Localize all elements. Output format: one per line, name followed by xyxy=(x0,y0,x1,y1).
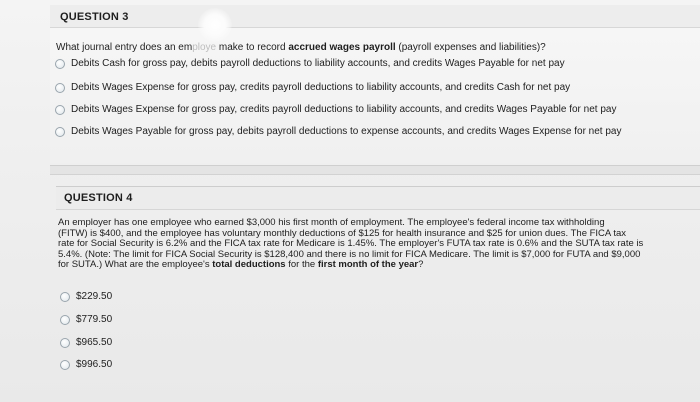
option-label: Debits Wages Expense for gross pay, credits payroll deductions to liability accounts, and credits Cash for net pay xyxy=(71,82,571,93)
radio-button[interactable] xyxy=(55,105,65,115)
question-divider xyxy=(50,165,700,175)
prompt-part: for the xyxy=(285,259,318,270)
radio-button[interactable] xyxy=(55,127,65,137)
option-label: $996.50 xyxy=(76,359,113,370)
question-3-option-b[interactable] xyxy=(55,82,570,93)
option-label: Debits Wages Payable for gross pay, debits payroll deductions to expense accounts, and credits Wages Expense for net pay xyxy=(71,126,622,137)
prompt-part-glare: ploye xyxy=(192,42,217,53)
prompt-line: (FITW) is $400, and the employee has voluntary monthly deductions of $125 for health insurance and $25 for union dues. The FICA tax xyxy=(58,227,627,239)
option-label: $965.50 xyxy=(76,337,113,348)
radio-button[interactable] xyxy=(60,360,70,370)
prompt-bold: accrued wages payroll xyxy=(288,42,396,53)
question-3-header xyxy=(50,5,700,28)
question-4-title: QUESTION 4 xyxy=(64,192,133,204)
radio-button[interactable] xyxy=(60,315,70,325)
prompt-bold: first month of the year xyxy=(317,259,419,270)
question-4-option-c[interactable] xyxy=(60,337,112,348)
prompt-part: make to record xyxy=(216,42,289,53)
radio-button[interactable] xyxy=(60,338,70,348)
prompt-line: 5.4%. (Note: The limit for FICA Social Security is $128,400 and there is no limit for FICA Medicare. The limit is $7,000 for FUTA and $9,000 xyxy=(58,248,641,260)
prompt-part: ? xyxy=(418,259,424,270)
question-4-option-a[interactable] xyxy=(60,291,112,302)
prompt-part: for SUTA.) What are the employee's xyxy=(58,259,213,270)
prompt-bold: total deductions xyxy=(212,259,286,270)
question-4-header xyxy=(56,186,700,210)
prompt-part: (payroll expenses and liabilities)? xyxy=(395,42,546,53)
question-4-prompt xyxy=(58,218,643,271)
question-4-option-b[interactable] xyxy=(60,314,112,325)
question-3-option-d[interactable] xyxy=(55,126,622,137)
radio-button[interactable] xyxy=(60,292,70,302)
option-label: Debits Cash for gross pay, debits payroll deductions to liability accounts, and credits Wages Payable for net pay xyxy=(71,58,565,69)
prompt-line xyxy=(58,260,643,271)
question-3-option-c[interactable] xyxy=(55,104,616,115)
prompt-line: rate for Social Security is 6.2% and the FICA tax rate for Medicare is 1.45%. The employer's FUTA tax rate is 0.6% and the SUTA tax rate is xyxy=(58,238,644,249)
screen-glare xyxy=(198,8,232,42)
option-label: Debits Wages Expense for gross pay, credits payroll deductions to liability accounts, and credits Wages Payable for net pay xyxy=(71,104,617,115)
question-4-option-d[interactable] xyxy=(60,359,112,370)
question-3-prompt xyxy=(56,42,546,53)
option-label: $779.50 xyxy=(76,314,113,325)
prompt-line: An employer has one employee who earned $3,000 his first month of employment. The employee's federal income tax withholding xyxy=(58,217,605,228)
question-3-title: QUESTION 3 xyxy=(60,11,129,23)
radio-button[interactable] xyxy=(55,59,65,69)
question-3-option-a[interactable] xyxy=(55,58,565,69)
prompt-part: What journal entry does an em xyxy=(56,42,193,53)
radio-button[interactable] xyxy=(55,83,65,93)
option-label: $229.50 xyxy=(76,291,113,302)
